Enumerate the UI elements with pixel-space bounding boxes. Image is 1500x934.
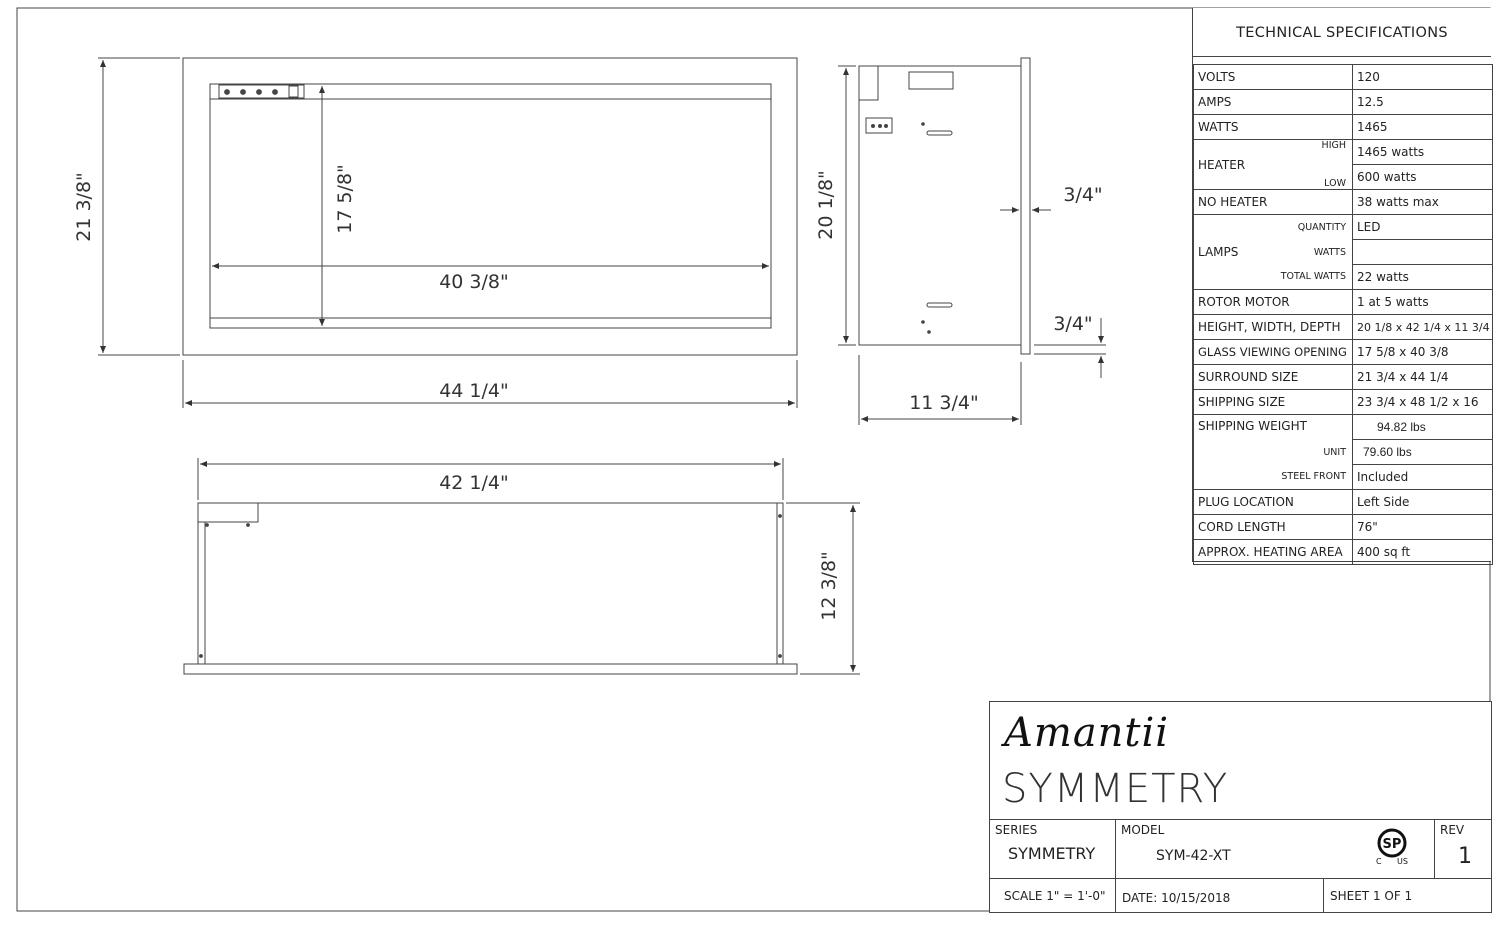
spec-grid bbox=[1193, 64, 1493, 565]
spec-value: 94.82 lbs bbox=[1353, 415, 1493, 440]
sheet-value: SHEET 1 OF 1 bbox=[1330, 889, 1413, 903]
model-value: SYM-42-XT bbox=[1156, 848, 1231, 864]
top-width-dim: 42 1/4" bbox=[439, 472, 509, 494]
spec-row-hwd bbox=[1194, 315, 1493, 340]
spec-value: 400 sq ft bbox=[1353, 540, 1493, 565]
spec-sublabel: UNIT bbox=[1273, 440, 1353, 465]
spec-row-glass bbox=[1194, 340, 1493, 365]
brand-logo: Amantii bbox=[1004, 710, 1170, 756]
spec-sublabel: TOTAL WATTS bbox=[1273, 265, 1353, 290]
spec-value: 20 1/8 x 42 1/4 x 11 3/4 bbox=[1353, 315, 1493, 340]
csa-mark-text: SP bbox=[1382, 837, 1402, 852]
spec-label: LAMPS bbox=[1194, 215, 1274, 290]
spec-row-cord bbox=[1194, 515, 1493, 540]
spec-label: APPROX. HEATING AREA bbox=[1194, 540, 1353, 565]
spec-value: 79.60 lbs bbox=[1353, 440, 1493, 465]
flange-top-dim: 3/4" bbox=[1063, 184, 1103, 206]
spec-row-heater-high bbox=[1194, 140, 1493, 165]
spec-sublabel: LOW bbox=[1273, 165, 1353, 190]
spec-row-rotor bbox=[1194, 290, 1493, 315]
spec-value: 600 watts bbox=[1353, 165, 1493, 190]
spec-value: 22 watts bbox=[1353, 265, 1493, 290]
series-label: SERIES bbox=[995, 823, 1038, 837]
opening-width-dim: 40 3/8" bbox=[439, 271, 509, 293]
sheet-cell bbox=[1324, 878, 1491, 913]
spec-value: Included bbox=[1353, 465, 1493, 490]
spec-value: 23 3/4 x 48 1/2 x 16 bbox=[1353, 390, 1493, 415]
spec-row-shipping-size bbox=[1194, 390, 1493, 415]
rev-cell bbox=[1435, 819, 1491, 878]
spec-label: HEIGHT, WIDTH, DEPTH bbox=[1194, 315, 1353, 340]
spec-value: 76" bbox=[1353, 515, 1493, 540]
spec-label: HEATER bbox=[1194, 140, 1274, 190]
side-view bbox=[838, 58, 1106, 425]
spec-row-watts bbox=[1194, 115, 1493, 140]
spec-value: 12.5 bbox=[1353, 90, 1493, 115]
spec-sublabel: STEEL FRONT bbox=[1273, 465, 1353, 490]
csa-certification-icon bbox=[1373, 827, 1411, 865]
spec-row-volts bbox=[1194, 65, 1493, 90]
spec-label: PLUG LOCATION bbox=[1194, 490, 1353, 515]
spec-value: Left Side bbox=[1353, 490, 1493, 515]
date-value: DATE: 10/15/2018 bbox=[1122, 891, 1231, 905]
spec-row-amps bbox=[1194, 90, 1493, 115]
spec-value: 17 5/8 x 40 3/8 bbox=[1353, 340, 1493, 365]
title-block bbox=[989, 701, 1492, 913]
spec-title: TECHNICAL SPECIFICATIONS bbox=[1193, 8, 1491, 57]
series-cell bbox=[990, 819, 1116, 878]
spec-label: SURROUND SIZE bbox=[1194, 365, 1353, 390]
spec-value: 21 3/4 x 44 1/4 bbox=[1353, 365, 1493, 390]
spec-row-lamps-quantity bbox=[1194, 215, 1493, 240]
spec-row-shipping-weight bbox=[1194, 415, 1493, 440]
spec-row-surround bbox=[1194, 365, 1493, 390]
top-view bbox=[184, 458, 860, 674]
top-depth-dim: 12 3/8" bbox=[818, 551, 840, 621]
spec-label: SHIPPING SIZE bbox=[1194, 390, 1353, 415]
spec-value: 120 bbox=[1353, 65, 1493, 90]
scale-cell bbox=[990, 878, 1116, 913]
csa-us-text: US bbox=[1397, 857, 1408, 866]
front-width-dim: 44 1/4" bbox=[439, 380, 509, 402]
spec-label: WATTS bbox=[1194, 115, 1353, 140]
spec-label: VOLTS bbox=[1194, 65, 1353, 90]
spec-value bbox=[1353, 240, 1493, 265]
spec-row-plug bbox=[1194, 490, 1493, 515]
spec-label: AMPS bbox=[1194, 90, 1353, 115]
model-label: MODEL bbox=[1121, 823, 1165, 837]
rev-value: 1 bbox=[1458, 844, 1472, 869]
spec-sublabel: QUANTITY bbox=[1273, 215, 1353, 240]
product-name: SYMMETRY bbox=[1002, 766, 1229, 812]
spec-label: ROTOR MOTOR bbox=[1194, 290, 1353, 315]
side-height-dim: 20 1/8" bbox=[815, 170, 837, 240]
csa-c-text: C bbox=[1376, 857, 1382, 866]
spec-sublabel: WATTS bbox=[1273, 240, 1353, 265]
spec-value: 1465 bbox=[1353, 115, 1493, 140]
spec-label: NO HEATER bbox=[1194, 190, 1353, 215]
spec-row-heating-area bbox=[1194, 540, 1493, 565]
spec-value: 1 at 5 watts bbox=[1353, 290, 1493, 315]
scale-value: SCALE 1" = 1'-0" bbox=[1004, 889, 1106, 903]
flange-bottom-dim: 3/4" bbox=[1053, 313, 1093, 335]
series-value: SYMMETRY bbox=[1008, 844, 1096, 863]
spec-value: 38 watts max bbox=[1353, 190, 1493, 215]
spec-label: SHIPPING WEIGHT bbox=[1194, 415, 1274, 490]
spec-sublabel: HIGH bbox=[1273, 140, 1353, 165]
date-cell bbox=[1116, 878, 1324, 913]
spec-label: GLASS VIEWING OPENING bbox=[1194, 340, 1353, 365]
spec-value: 1465 watts bbox=[1353, 140, 1493, 165]
technical-specifications-table bbox=[1192, 8, 1491, 562]
rev-label: REV bbox=[1440, 823, 1465, 837]
front-view bbox=[98, 58, 797, 408]
side-depth-dim: 11 3/4" bbox=[909, 392, 979, 414]
opening-height-dim: 17 5/8" bbox=[334, 164, 356, 234]
front-height-dim: 21 3/8" bbox=[73, 172, 95, 242]
spec-label: CORD LENGTH bbox=[1194, 515, 1353, 540]
spec-value: LED bbox=[1353, 215, 1493, 240]
spec-row-no-heater bbox=[1194, 190, 1493, 215]
